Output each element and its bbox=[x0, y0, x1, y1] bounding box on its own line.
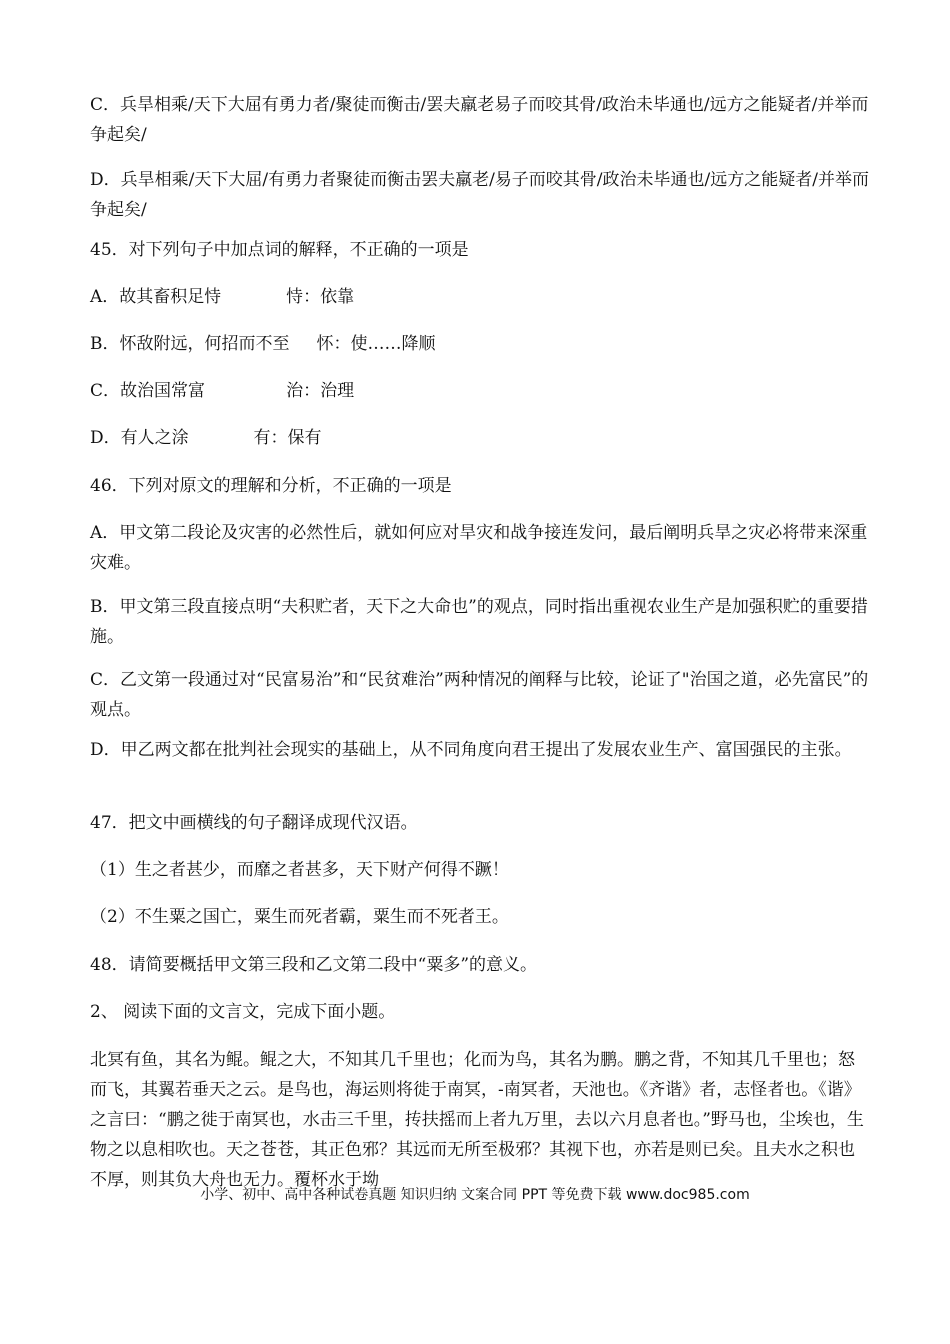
question-46: 46．下列对原文的理解和分析，不正确的一项是 bbox=[90, 476, 452, 496]
question-48: 48．请简要概括甲文第三段和乙文第二段中“粟多”的意义。 bbox=[90, 955, 538, 975]
question-45-option-a: A．故其畜积足恃 恃：依靠 bbox=[90, 287, 355, 307]
page-footer: 小学、初中、高中各种试卷真题 知识归纳 文案合同 PPT 等免费下载 www.doc985.com bbox=[200, 1187, 750, 1203]
question-47: 47．把文中画横线的句子翻译成现代汉语。 bbox=[90, 813, 418, 833]
reading-section-2: 2、 阅读下面的文言文，完成下面小题。 bbox=[90, 1002, 396, 1022]
question-46-option-b: B．甲文第三段直接点明“夫积贮者，天下之大命也”的观点，同时指出重视农业生产是加强积贮的重要措施。 bbox=[90, 597, 868, 647]
classical-text-passage: 北冥有鱼，其名为鲲。鲲之大，不知其几千里也；化而为鸟，其名为鹏。鹏之背，不知其几千里也；怒而飞，其翼若垂天之云。是鸟也，海运则将徙于南冥，-南冥者，天池也。《齐谐》者，志怪者也。《谐》之言曰：“鹏之徙于南冥也，水击三千里，抟扶摇而上者九万里，去以六月息者也。”野马也，尘埃也，生物之以息相吹也。天之苍苍，其正色邪？其远而无所至极邪？其视下也，亦若是则已矣。且夫水之积也不厚，则其负大舟也无力。覆杯水于坳 bbox=[90, 1050, 864, 1190]
question-47-part-1: （1）生之者甚少，而靡之者甚多，天下财产何得不蹶！ bbox=[90, 860, 509, 880]
question-45: 45．对下列句子中加点词的解释，不正确的一项是 bbox=[90, 240, 469, 260]
question-46-option-c: C．乙文第一段通过对“民富易治”和“民贫难治”两种情况的阐释与比较，论证了"治国之道，必先富民”的观点。 bbox=[90, 670, 869, 720]
question-45-option-c: C．故治国常富 治：治理 bbox=[90, 381, 355, 401]
question-45-option-b: B．怀敌附远，何招而不至 怀：使……降顺 bbox=[90, 334, 436, 354]
question-47-part-2: （2）不生粟之国亡，粟生而死者霸，粟生而不死者王。 bbox=[90, 907, 509, 927]
option-c-punctuation: C．兵旱相乘/天下大屈有勇力者/聚徒而衡击/罢夫羸老易子而咬其骨/政治未毕通也/远方之能疑者/并举而争起矣/ bbox=[90, 95, 869, 145]
option-d-punctuation: D．兵旱相乘/天下大屈/有勇力者聚徒而衡击罢夫羸老/易子而咬其骨/政治未毕通也/远方之能疑者/并举而争起矣/ bbox=[90, 170, 869, 220]
question-45-option-d: D．有人之涂 有：保有 bbox=[90, 428, 322, 448]
question-46-option-d: D．甲乙两文都在批判社会现实的基础上，从不同角度向君王提出了发展农业生产、富国强民的主张。 bbox=[90, 740, 852, 760]
question-46-option-a: A．甲文第二段论及灾害的必然性后，就如何应对旱灾和战争接连发问，最后阐明兵旱之灾必将带来深重灾难。 bbox=[90, 523, 868, 573]
